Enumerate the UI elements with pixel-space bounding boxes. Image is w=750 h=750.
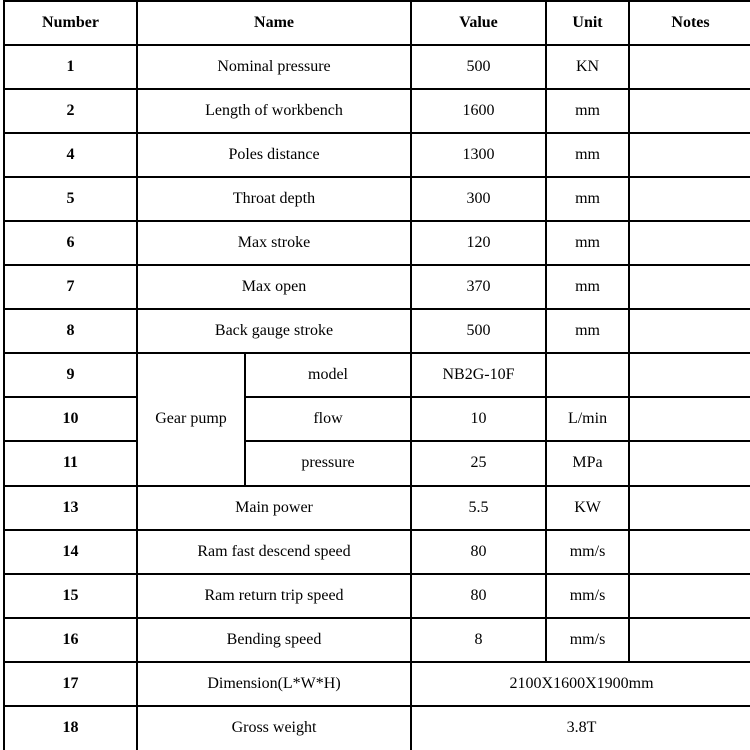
row-name: Throat depth (137, 177, 411, 221)
table-row (4, 706, 750, 750)
row-number: 2 (4, 89, 137, 133)
row-name: Gross weight (137, 706, 411, 750)
row-value: 5.5 (411, 486, 546, 530)
table-row (4, 618, 750, 662)
row-value: 500 (411, 45, 546, 89)
row-number: 8 (4, 309, 137, 353)
table-row (4, 441, 750, 485)
row-unit: L/min (546, 397, 629, 441)
spec-table (3, 0, 750, 750)
row-number: 18 (4, 706, 137, 750)
table-row (4, 45, 750, 89)
row-notes (629, 45, 750, 89)
row-unit: mm (546, 309, 629, 353)
row-name: Max stroke (137, 221, 411, 265)
row-number: 5 (4, 177, 137, 221)
row-notes (629, 397, 750, 441)
row-unit: KN (546, 45, 629, 89)
row-subname: flow (245, 397, 411, 441)
table-row (4, 662, 750, 706)
row-notes (629, 309, 750, 353)
header-notes: Notes (629, 1, 750, 45)
row-unit: mm/s (546, 530, 629, 574)
row-notes (629, 133, 750, 177)
row-unit: MPa (546, 441, 629, 485)
row-notes (629, 353, 750, 397)
header-number: Number (4, 1, 137, 45)
row-value: 10 (411, 397, 546, 441)
gear-pump-group-name: Gear pump (137, 353, 245, 485)
row-unit: mm (546, 177, 629, 221)
table-row (4, 133, 750, 177)
table-row (4, 353, 750, 397)
row-number: 11 (4, 441, 137, 485)
table-row (4, 265, 750, 309)
row-unit (546, 353, 629, 397)
row-unit: mm/s (546, 574, 629, 618)
table-row (4, 574, 750, 618)
row-unit: mm (546, 89, 629, 133)
row-subname: pressure (245, 441, 411, 485)
row-number: 6 (4, 221, 137, 265)
table-row (4, 397, 750, 441)
row-name: Main power (137, 486, 411, 530)
row-value: 80 (411, 574, 546, 618)
table-row (4, 177, 750, 221)
row-number: 9 (4, 353, 137, 397)
row-name: Bending speed (137, 618, 411, 662)
row-value: 370 (411, 265, 546, 309)
row-notes (629, 177, 750, 221)
row-notes (629, 221, 750, 265)
row-value: 8 (411, 618, 546, 662)
row-notes (629, 89, 750, 133)
row-name: Nominal pressure (137, 45, 411, 89)
row-notes (629, 265, 750, 309)
row-number: 16 (4, 618, 137, 662)
row-notes (629, 486, 750, 530)
header-unit: Unit (546, 1, 629, 45)
row-value: 1300 (411, 133, 546, 177)
row-merged-value: 3.8T (411, 706, 750, 750)
row-value: 500 (411, 309, 546, 353)
row-name: Back gauge stroke (137, 309, 411, 353)
row-number: 4 (4, 133, 137, 177)
row-notes (629, 574, 750, 618)
header-value: Value (411, 1, 546, 45)
table-row (4, 89, 750, 133)
table-header-row (4, 1, 750, 45)
row-notes (629, 530, 750, 574)
row-unit: mm/s (546, 618, 629, 662)
row-number: 17 (4, 662, 137, 706)
row-name: Poles distance (137, 133, 411, 177)
table-row (4, 221, 750, 265)
row-value: 120 (411, 221, 546, 265)
row-unit: mm (546, 133, 629, 177)
row-name: Ram fast descend speed (137, 530, 411, 574)
row-number: 15 (4, 574, 137, 618)
row-value: 1600 (411, 89, 546, 133)
row-unit: mm (546, 221, 629, 265)
row-merged-value: 2100X1600X1900mm (411, 662, 750, 706)
header-name: Name (137, 1, 411, 45)
row-name: Length of workbench (137, 89, 411, 133)
table-row (4, 309, 750, 353)
row-name: Dimension(L*W*H) (137, 662, 411, 706)
row-value: NB2G-10F (411, 353, 546, 397)
row-notes (629, 441, 750, 485)
row-name: Ram return trip speed (137, 574, 411, 618)
row-value: 25 (411, 441, 546, 485)
table-row (4, 530, 750, 574)
row-value: 300 (411, 177, 546, 221)
row-unit: mm (546, 265, 629, 309)
table-row (4, 486, 750, 530)
row-unit: KW (546, 486, 629, 530)
row-name: Max open (137, 265, 411, 309)
row-number: 13 (4, 486, 137, 530)
row-number: 10 (4, 397, 137, 441)
row-subname: model (245, 353, 411, 397)
row-number: 1 (4, 45, 137, 89)
row-notes (629, 618, 750, 662)
row-number: 7 (4, 265, 137, 309)
row-value: 80 (411, 530, 546, 574)
row-number: 14 (4, 530, 137, 574)
